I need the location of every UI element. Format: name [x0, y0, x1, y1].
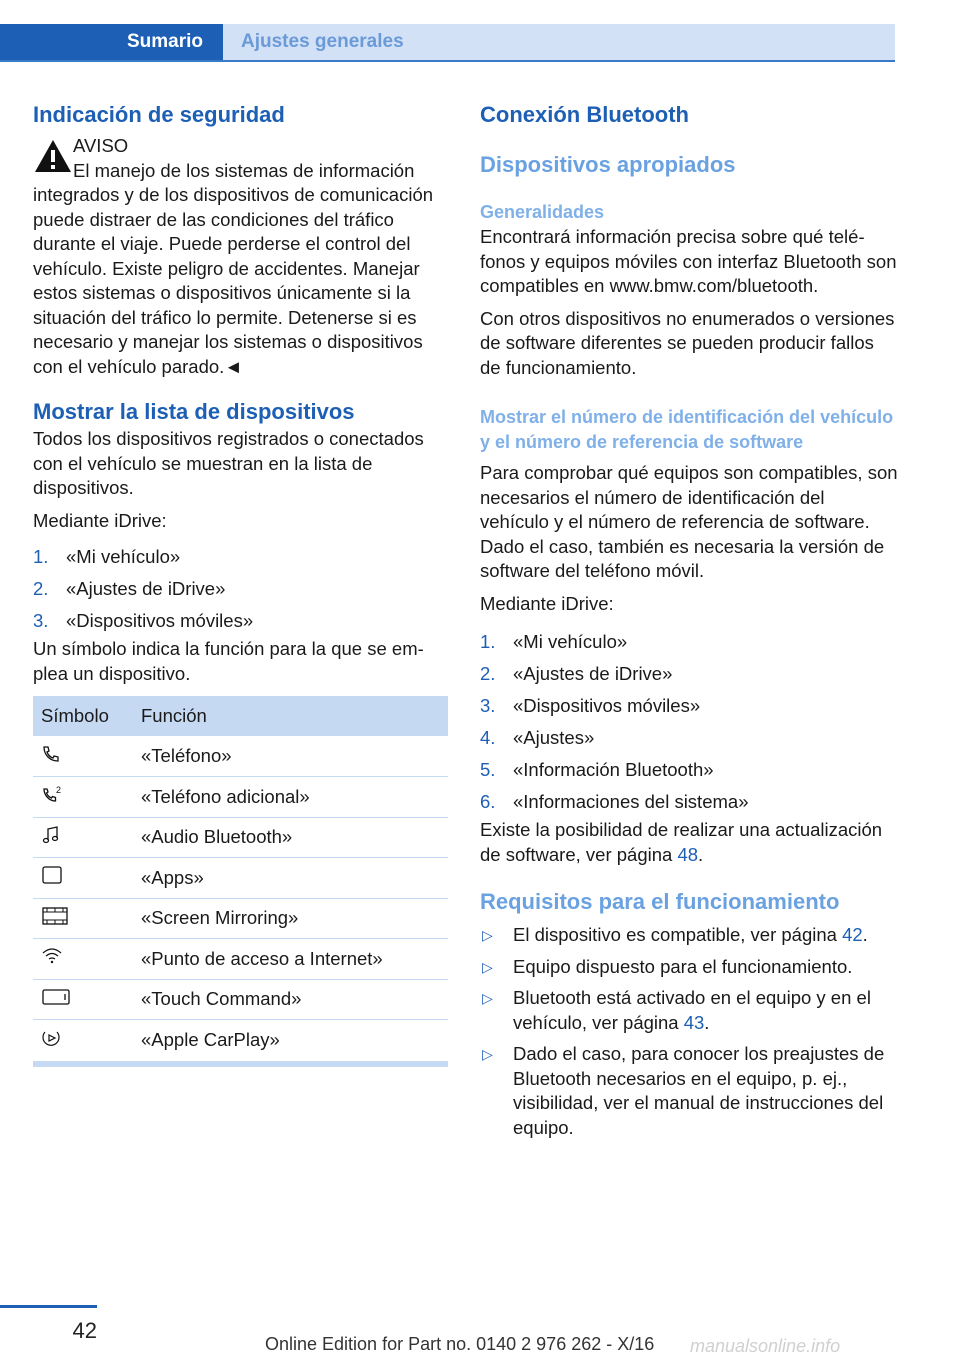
wifi-icon: [41, 946, 63, 966]
safety-heading: Indicación de seguridad: [33, 102, 285, 127]
idrive-label: Mediante iDrive:: [33, 509, 167, 531]
list-item: 1. «Mi vehículo»: [33, 546, 181, 567]
list-item: 1. «Mi vehículo»: [480, 631, 628, 652]
warning-triangle-icon: [33, 138, 73, 174]
warning-text: El manejo de los sistemas de información integrados y de los dispositivos de comunicación puede distraer de las condiciones del tráfico durante el viaje. Puede perderse el control del vehículo. Existe peligro de accidentes. Manejar estos sistemas o dispositivos únicamente si la situación del tráfico lo permite. Detenerse si es necesario y manejar los sistemas o dispositivos con el vehículo parado.◄: [33, 159, 434, 377]
general-heading: Generalidades: [480, 202, 605, 222]
function-cell: «Teléfono»: [133, 736, 448, 777]
carplay-icon: [41, 1028, 61, 1048]
triangle-bullet-icon: ▷: [482, 990, 493, 1006]
table-header-row: [33, 696, 448, 736]
screen-mirroring-icon: [41, 906, 69, 926]
tab-sumario[interactable]: Sumario: [0, 24, 223, 60]
list-item: 2. «Ajustes de iDrive»: [33, 578, 226, 599]
table-row: [33, 736, 448, 777]
device-list-heading: Mostrar la lista de dispositivos: [33, 399, 355, 424]
footer-rule: [0, 1305, 97, 1308]
page-link-43[interactable]: 43: [683, 1011, 705, 1033]
edition-text: Online Edition for Part no. 0140 2 976 262 - X/16: [265, 1334, 655, 1354]
list-item: 6. «Informaciones del sistema»: [480, 791, 749, 812]
general-text: Encontrará información precisa sobre qué teléfonos y equipos móviles con interfaz Bluetooth son compatibles en www.bmw.com/bluetooth.: [480, 226, 897, 296]
tab-ajustes-generales[interactable]: Ajustes generales: [223, 24, 895, 60]
phone-additional-icon: [41, 784, 65, 804]
triangle-bullet-icon: ▷: [482, 958, 493, 975]
page-number: 42: [72, 1318, 97, 1343]
table-row: [33, 1020, 448, 1064]
vin-heading: Mostrar el número de identificación del vehículo y el número de referencia de software: [480, 407, 894, 452]
table-row: [33, 777, 448, 818]
list-item: ▷ Bluetooth está activado en el equipo y en el vehículo, ver página 43.: [482, 987, 871, 1033]
table-row: [33, 858, 448, 899]
symbol-table: [33, 696, 448, 1067]
right-column: [480, 100, 898, 1147]
function-cell: «Apps»: [133, 858, 448, 899]
step-list: [33, 541, 448, 637]
list-item: 5. «Información Bluetooth»: [480, 759, 714, 780]
function-cell: «Apple CarPlay»: [133, 1020, 448, 1064]
table-row: [33, 979, 448, 1020]
warning-block: [33, 134, 448, 379]
list-item: 3. «Dispositivos móviles»: [33, 610, 254, 631]
watermark: manualsonline.info: [690, 1336, 841, 1356]
list-item: ▷ Equipo dispuesto para el funcionamiento.: [480, 955, 898, 980]
phone-icon: [41, 744, 61, 764]
function-cell: «Punto de acceso a Internet»: [133, 939, 448, 980]
requirements-heading: Requisitos para el funcionamiento: [480, 889, 840, 914]
function-cell: «Teléfono adicional»: [133, 777, 448, 818]
list-item: 3. «Dispositivos móviles»: [480, 695, 701, 716]
update-text: Existe la posibilidad de realizar una actualización de software, ver página 48.: [480, 819, 883, 865]
function-cell: «Screen Mirroring»: [133, 898, 448, 939]
table-row: [33, 898, 448, 939]
table-row: [33, 817, 448, 858]
requirements-list: [480, 923, 898, 1140]
devices-heading: Dispositivos apropiados: [480, 152, 736, 177]
function-cell: «Audio Bluetooth»: [133, 817, 448, 858]
triangle-bullet-icon: ▷: [482, 927, 493, 943]
apps-square-icon: [41, 865, 63, 885]
header-tabs: [0, 24, 895, 62]
symbol-intro: Un símbolo indica la función para la que se emplea un dispositivo.: [33, 638, 424, 684]
list-item: 2. «Ajustes de iDrive»: [480, 663, 673, 684]
list-item: ▷ Dado el caso, para conocer los preajustes de Bluetooth necesarios en el equipo, p. ej., visibilidad, ver el manual de instrucciones del equipo.: [482, 1043, 885, 1138]
other-devices-text: Con otros dispositivos no enumerados o versiones de software diferentes se pueden producir fallos de funcionamiento.: [480, 307, 895, 378]
svg-text:2: 2: [56, 785, 62, 796]
vin-text: Para comprobar qué equipos son compatibles, son necesarios el número de identificación del vehículo y el número de referencia de software. Dado el caso, también es necesaria la versión de software del teléfono móvil.: [480, 462, 898, 581]
column-header-symbol: Símbolo: [33, 696, 133, 736]
touch-command-icon: [41, 987, 71, 1007]
music-note-icon: [41, 825, 61, 845]
warning-label: AVISO: [73, 135, 129, 156]
list-item: 4. «Ajustes»: [480, 727, 595, 748]
bluetooth-heading: Conexión Bluetooth: [480, 102, 689, 127]
device-list-intro: Todos los dispositivos registrados o conectados con el vehículo se muestran en la lista de dispositivos.: [33, 428, 424, 498]
triangle-bullet-icon: ▷: [482, 1046, 493, 1062]
column-header-function: Función: [133, 696, 448, 736]
idrive-label: Mediante iDrive:: [480, 592, 614, 614]
page-link-48[interactable]: 48: [677, 843, 699, 865]
step-list: [480, 626, 898, 818]
list-item: ▷ El dispositivo es compatible, ver página 42.: [480, 923, 898, 948]
function-cell: «Touch Command»: [133, 979, 448, 1020]
left-column: [33, 100, 448, 1067]
page-link-42[interactable]: 42: [842, 924, 863, 945]
table-row: [33, 939, 448, 980]
